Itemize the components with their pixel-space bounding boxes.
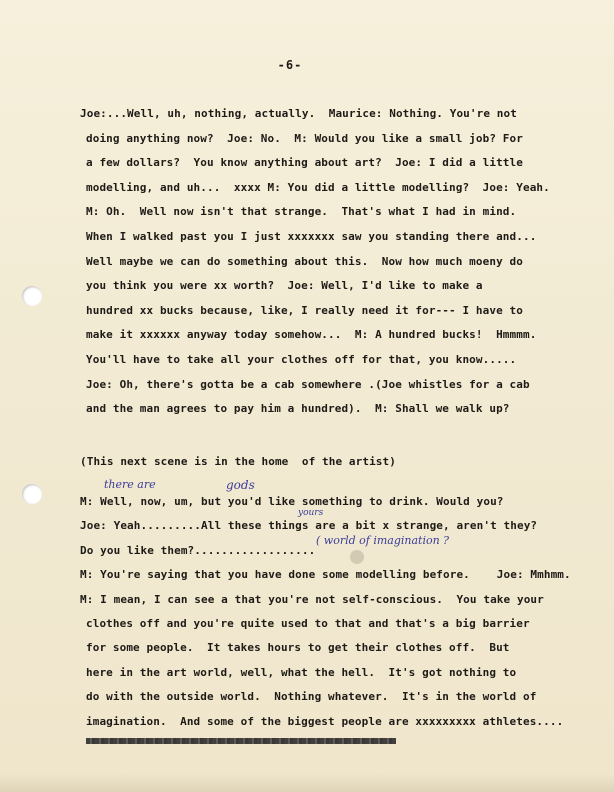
- punch-hole-lower: [22, 484, 42, 504]
- struck-out-line: [86, 738, 396, 744]
- text-line: hundred xx bucks because, like, I really need it for--- I have to: [86, 303, 523, 317]
- scene-heading: (This next scene is in the home of the artist): [80, 455, 396, 468]
- text-line: Joe:...Well, uh, nothing, actually. Maurice: Nothing. You're not: [80, 107, 517, 120]
- dialogue-paragraph-1: [80, 102, 600, 422]
- handwritten-insertion: there are: [104, 478, 156, 491]
- text-line: a few dollars? You know anything about art? Joe: I did a little: [86, 156, 523, 170]
- text-line: When I walked past you I just xxxxxxx saw you standing there and...: [86, 229, 537, 243]
- paper-stain: [350, 550, 364, 564]
- text-line: here in the art world, well, what the hell. It's got nothing to: [86, 665, 517, 679]
- page-edge-shadow: [0, 774, 614, 792]
- text-line: and the man agrees to pay him a hundred). M: Shall we walk up?: [86, 402, 510, 416]
- text-line: Do you like them?..................: [80, 543, 316, 557]
- handwritten-correction: gods: [226, 478, 255, 492]
- text-line: make it xxxxxx anyway today somehow... M: A hundred bucks! Hmmmm.: [86, 328, 537, 342]
- text-line: imagination. And some of the biggest people are xxxxxxxxx athletes....: [86, 714, 564, 728]
- handwritten-note: ( world of imagination ?: [316, 534, 450, 547]
- text-line: clothes off and you're quite used to that and that's a big barrier: [86, 616, 530, 630]
- text-line: doing anything now? Joe: No. M: Would you like a small job? For: [86, 131, 523, 145]
- text-line: You'll have to take all your clothes off for that, you know.....: [86, 352, 517, 366]
- text-line: Joe: Yeah.........All these things are a bit x strange, aren't they?: [80, 519, 538, 533]
- text-line: Well maybe we can do something about this. Now how much moeny do: [86, 254, 523, 268]
- text-line: M: You're saying that you have done some modelling before. Joe: Mmhmm.: [80, 568, 571, 582]
- text-line: M: Oh. Well now isn't that strange. That's what I had in mind.: [86, 205, 517, 219]
- text-line: Joe: Oh, there's gotta be a cab somewhere .(Joe whistles for a cab: [86, 377, 530, 391]
- punch-hole-upper: [22, 286, 42, 306]
- text-line: do with the outside world. Nothing whatever. It's in the world of: [86, 690, 537, 704]
- handwritten-correction: yours: [298, 508, 324, 518]
- text-line: you think you were xx worth? Joe: Well, I'd like to make a: [86, 279, 483, 293]
- scene-heading-block: [80, 450, 600, 475]
- text-line: modelling, and uh... xxxx M: You did a little modelling? Joe: Yeah.: [86, 180, 550, 194]
- dialogue-paragraph-2: [80, 490, 600, 734]
- page-number: -6-: [277, 58, 303, 72]
- text-line: M: I mean, I can see a that you're not self-conscious. You take your: [80, 592, 544, 606]
- text-line: M: Well, now, um, but you'd like something to drink. Would you?: [80, 495, 504, 508]
- text-line: for some people. It takes hours to get their clothes off. But: [86, 641, 510, 655]
